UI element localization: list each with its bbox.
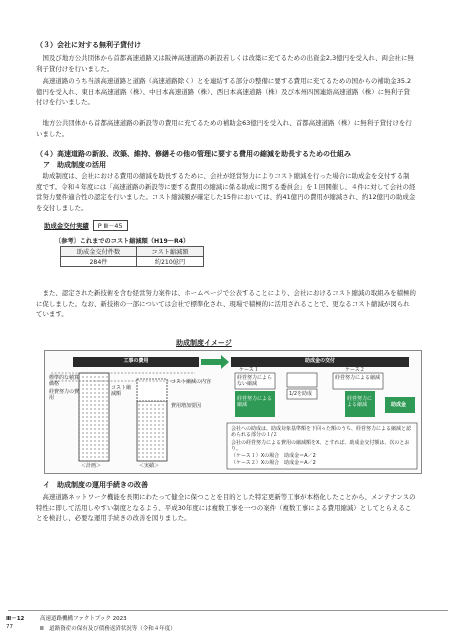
diagram-cost-up: 費用増加要因: [171, 403, 202, 409]
section3-paragraph3: 地方公共団体から首都高速道路の新設等の費用に充てるための補助金63億円を受入れ、首都高速道路（株）に無利子貸付けを行いました。: [36, 119, 412, 138]
results-reference: [44, 220, 128, 231]
diagram-reduction-amount: コスト縮減額: [111, 385, 132, 397]
table-header-row: [61, 247, 204, 257]
footer-rule: [8, 610, 448, 611]
diagram-case2: ケース２: [345, 367, 365, 373]
footer-page-ref: Ⅲ－12: [6, 616, 25, 622]
diagram-keiei-b: 経営努力による縮減: [347, 396, 373, 408]
section4-paragraph1: 助成制度は、会社における費用の縮減を助長するために、会社が経営努力によりコスト縮減を行った場合に助成金を交付する制度です。令和４年度には「高速道路の新設等に要する費用の縮減に係る助成に関する委員会」を１回開催し、４件に対して会社の経営努力要件適合性の認定を行いました。コスト縮減額が確定した15件においては、約41億円の費用が縮減され、約12億円の助成金を交付しました。: [36, 172, 416, 212]
diagram-note3: （ケース１）Xの場合 助成金＝A／2: [231, 453, 316, 459]
diagram-note2: 会社の経営努力による費用の縮減額をX、とすれば、助成金交付額は、次のとおり。: [231, 440, 410, 452]
section3-heading: （３）会社に対する無利子貸付け: [36, 41, 141, 49]
diagram-left-header: 工事の費用: [123, 358, 149, 364]
diagram-effort-a: 経営努力によらない縮減: [237, 375, 273, 387]
diagram-actual-cost: 経費努力の費用: [49, 389, 80, 401]
diagram: [44, 350, 422, 474]
table-header-count: 助成金交付件数: [61, 247, 137, 257]
subI-paragraph: 高速道路ネットワーク機能を長期にわたって健全に保つことを目的とした特定更新等工事が本格化したことから、メンテナンスの特性に即して活用しやすい制度となるよう、平成30年度には複数工事を一つの案件（複数工事による費用縮減）としてとらえることを検討し、必要な運用手続きの改善を図りました。: [36, 493, 416, 522]
table-caption: 〔参考〕これまでのコスト縮減額（H19～R4）: [55, 238, 190, 245]
table-cell-count: 284件: [61, 257, 137, 267]
diagram-cost-reduction: コスト縮減の内容: [171, 379, 212, 385]
section4-subheading-a: ア 助成制度の活用: [43, 161, 106, 169]
diagram-case1: ケース１: [239, 367, 259, 373]
footer-book-title: 高速道路機構ファクトブック 2023: [40, 616, 127, 622]
diagram-half: 1/2を助成: [289, 391, 313, 397]
diagram-actual: ＜実績＞: [139, 463, 160, 469]
section3-paragraph1: 国及び地方公共団体から首都高速道路又は阪神高速道路の新設若しくは改築に充てるための出資金2,3億円を受入れ、両会社に無利子貸付けを行いました。: [36, 54, 414, 73]
diagram-note1: 会社への助成は、助成対象基準額を下回った額のうち、経営努力による縮減と認められる部分の１/２: [231, 426, 412, 438]
diagram-keiei-a: 経営努力による縮減: [237, 396, 273, 408]
footer-page-number: 77: [6, 624, 13, 630]
results-page-ref[interactable]: P Ⅲ－45: [93, 220, 128, 231]
table-row: [61, 257, 204, 267]
diagram-plan: ＜計画＞: [81, 463, 102, 469]
section4-heading: （４）高速道路の新設、改築、維持、修繕その他の管理に要する費用の縮減を助長するための仕組み: [36, 150, 351, 158]
table-header-reduction: コスト縮減額: [136, 247, 203, 257]
diagram-title: 助成制度イメージ: [176, 339, 232, 347]
diagram-right-header: 助成金の交付: [304, 358, 335, 364]
diagram-note4: （ケース２）Xの場合 助成金＝A／2: [231, 460, 316, 466]
results-label: 助成金交付実績: [44, 222, 89, 230]
subI-heading: イ 助成制度の運用手続きの改善: [43, 481, 148, 489]
diagram-effort-b: 経営努力による縮減: [335, 375, 381, 381]
section4-paragraph2: また、認定された新技術を含む経営努力案件は、ホームページで公表することにより、会社におけるコスト縮減の取組みを積極的に促しました。なお、新技術の一部については会社で標準化され、現場で積極的に活用されることで、更なるコスト縮減が図られています。: [36, 289, 416, 318]
footer-chapter: Ⅲ 道路資産の保有及び債務返済状況等（令和４年度）: [40, 626, 176, 632]
cost-table: [60, 246, 204, 267]
diagram-standard-cost: 標準的な積算価格: [49, 375, 80, 387]
table-cell-reduction: 約210億円: [136, 257, 203, 267]
section3-paragraph2: 高速道路のうち当該高速道路と道路（高速道路除く）とを連結する部分の整備に要する費用に充てるための国からの補助金35.2億円を受入れ、東日本高速道路（株）、中日本高速道路（株）、西日本高速道路（株）及び本州四国連絡高速道路（株）に無利子貸付けを行いました。: [36, 77, 412, 106]
diagram-grant: 助成金: [391, 402, 407, 408]
